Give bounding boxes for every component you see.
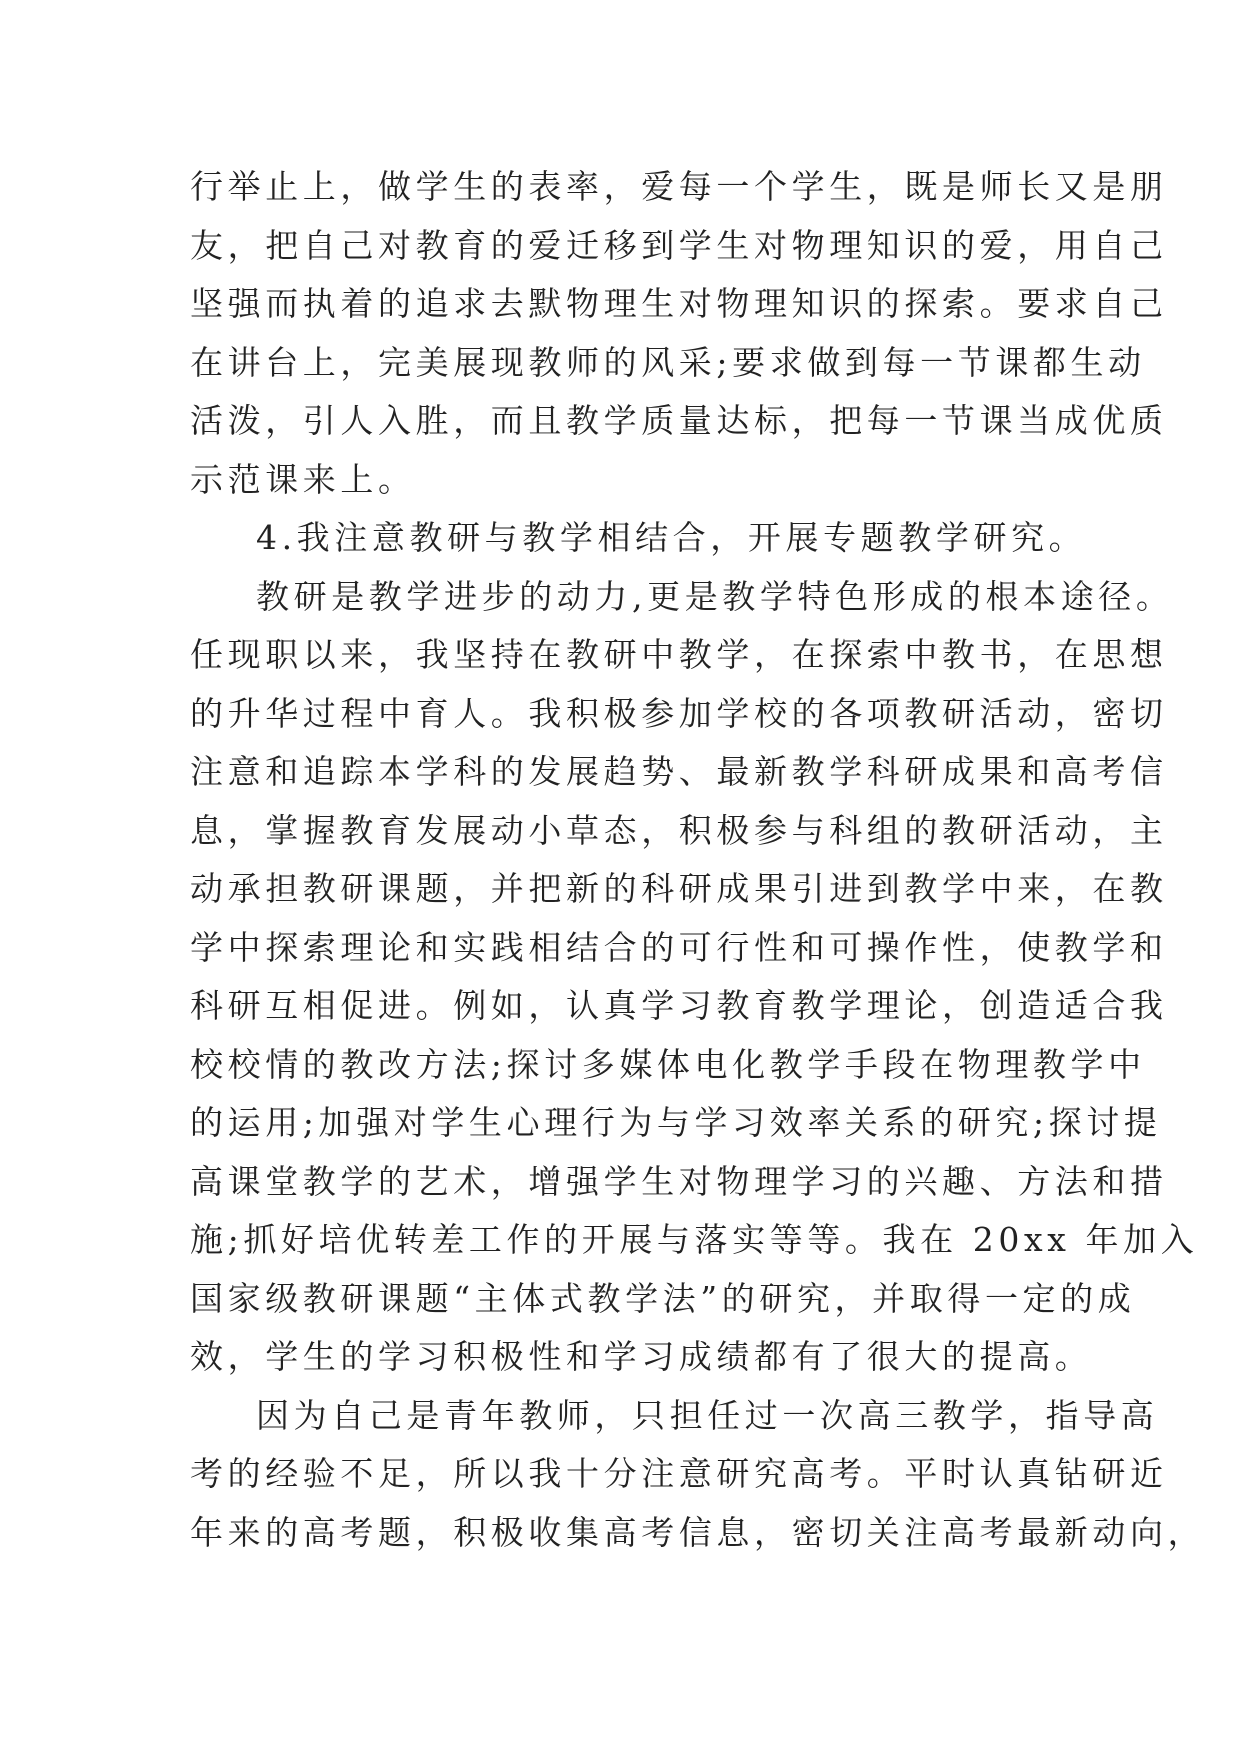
text-line: 坚强而执着的追求去默物理生对物理知识的探索。要求自己 <box>190 284 1168 323</box>
text-line: 动承担教研课题，并把新的科研成果引进到教学中来，在教 <box>190 869 1168 908</box>
text-line: 的升华过程中育人。我积极参加学校的各项教研活动，密切 <box>190 693 1168 733</box>
text-line: 考的经验不足，所以我十分注意研究高考。平时认真钻研近 <box>190 1454 1168 1493</box>
text-line: 效，学生的学习积极性和学习成绩都有了很大的提高。 <box>190 1337 1093 1376</box>
text-line: 示范课来上。 <box>190 459 416 499</box>
text-line: 国家级教研课题“主体式教学法”的研究，并取得一定的成 <box>190 1278 1136 1318</box>
text-line: 注意和追踪本学科的发展趋势、最新教学科研成果和高考信 <box>190 752 1168 791</box>
text-line: 行举止上，做学生的表率，爱每一个学生，既是师长又是朋 <box>190 167 1168 206</box>
text-line: 校校情的教改方法;探讨多媒体电化教学手段在物理教学中 <box>190 1044 1146 1084</box>
text-line: 年来的高考题，积极收集高考信息，密切关注高考最新动向， <box>190 1512 1206 1552</box>
text-line: 活泼，引人入胜，而且教学质量达标，把每一节课当成优质 <box>190 401 1168 440</box>
paragraph-start-line: 教研是教学进步的动力,更是教学特色形成的根本途径。 <box>256 576 1174 616</box>
text-line: 任现职以来，我坚持在教研中教学，在探索中教书，在思想 <box>190 635 1168 674</box>
text-line: 友，把自己对教育的爱迁移到学生对物理知识的爱，用自己 <box>190 225 1168 265</box>
text-line: 学中探索理论和实践相结合的可行性和可操作性，使教学和 <box>190 927 1168 967</box>
text-line: 施;抓好培优转差工作的开展与落实等等。我在 20xx 年加入 <box>190 1220 1199 1259</box>
text-line: 息，掌握教育发展动小草态，积极参与科组的教研活动，主 <box>190 810 1168 850</box>
text-line: 高课堂教学的艺术，增强学生对物理学习的兴趣、方法和措 <box>190 1161 1168 1201</box>
text-line: 的运用;加强对学生心理行为与学习效率关系的研究;探讨提 <box>190 1103 1162 1142</box>
document-body <box>190 158 1206 1562</box>
paragraph-start-line: 因为自己是青年教师，只担任过一次高三教学，指导高 <box>256 1395 1159 1435</box>
text-line: 在讲台上，完美展现教师的风采;要求做到每一节课都生动 <box>190 342 1146 382</box>
section-heading: 4.我注意教研与教学相结合，开展专题教学研究。 <box>256 518 1087 557</box>
text-line: 科研互相促进。例如，认真学习教育教学理论，创造适合我 <box>190 986 1168 1025</box>
